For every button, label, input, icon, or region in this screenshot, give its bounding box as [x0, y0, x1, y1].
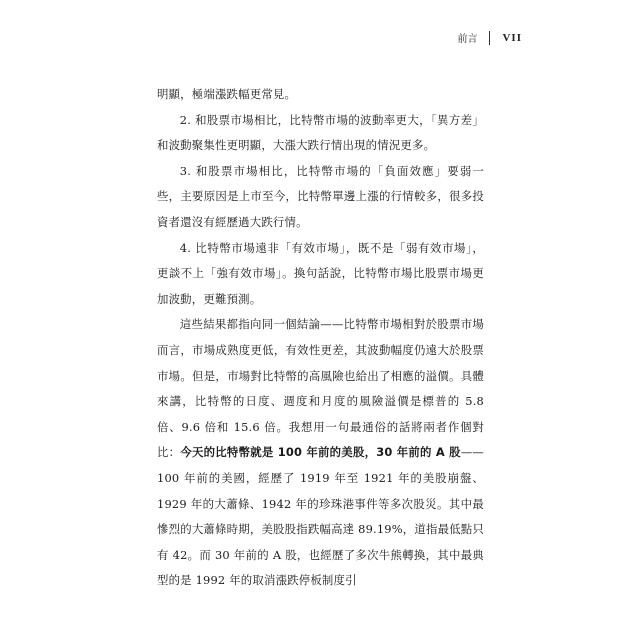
paragraph-point-2: 2. 和股票市場相比，比特幣市場的波動率更大，「異方差」和波動聚集性更明顯，大漲大跌行情出現的情況更多。: [157, 112, 484, 153]
header-divider: [489, 31, 490, 45]
page-number: VII: [502, 31, 522, 44]
running-header: [457, 30, 522, 45]
paragraph-continuation: 明顯，極端漲跌幅更常見。: [157, 87, 297, 101]
paragraph-point-3: 3. 和股票市場相比，比特幣市場的「負面效應」要弱一些，主要原因是上市至今，比特幣單邊上漲的行情較多，很多投資者還沒有經歷過大跌行情。: [157, 163, 484, 229]
paragraph-point-4: 4. 比特幣市場遠非「有效市場」，既不是「弱有效市場」，更談不上「強有效市場」。換句話說，比特幣市場比股票市場更加波動，更難預測。: [157, 240, 484, 306]
conclusion-highlight: 今天的比特幣就是 100 年前的美股，30 年前的 A 股: [180, 445, 461, 460]
conclusion-text: 這些結果都指向同一個結論——比特幣市場相對於股票市場而言，市場成熟度更低，有效性更差，其波動幅度仍遠大於股票市場。但是，市場對比特幣的高風險也給出了相應的溢價。具體來講，比特幣的日度、週度和月度的風險溢價是標普的 5.8 倍、9.6 倍和 15.6 倍。我想用一句最通俗的話將兩者作個對比：: [157, 317, 484, 460]
conclusion-tail: ——100 年前的美國，經歷了 1919 年至 1921 年的美股崩盤、1929 年的大蕭條、1942 年的珍珠港事件等多次股災。其中最慘烈的大蕭條時期，美股股指跌幅高達 89.19%，道指最低點只有 42。而 30 年前的 A 股，也經歷了多次牛熊轉換，其中最典型的是 1992 年的取消漲跌停板制度引: [157, 445, 484, 588]
body-text: [157, 82, 484, 594]
chapter-title: 前言: [457, 34, 478, 45]
paragraph-conclusion: [157, 312, 484, 594]
